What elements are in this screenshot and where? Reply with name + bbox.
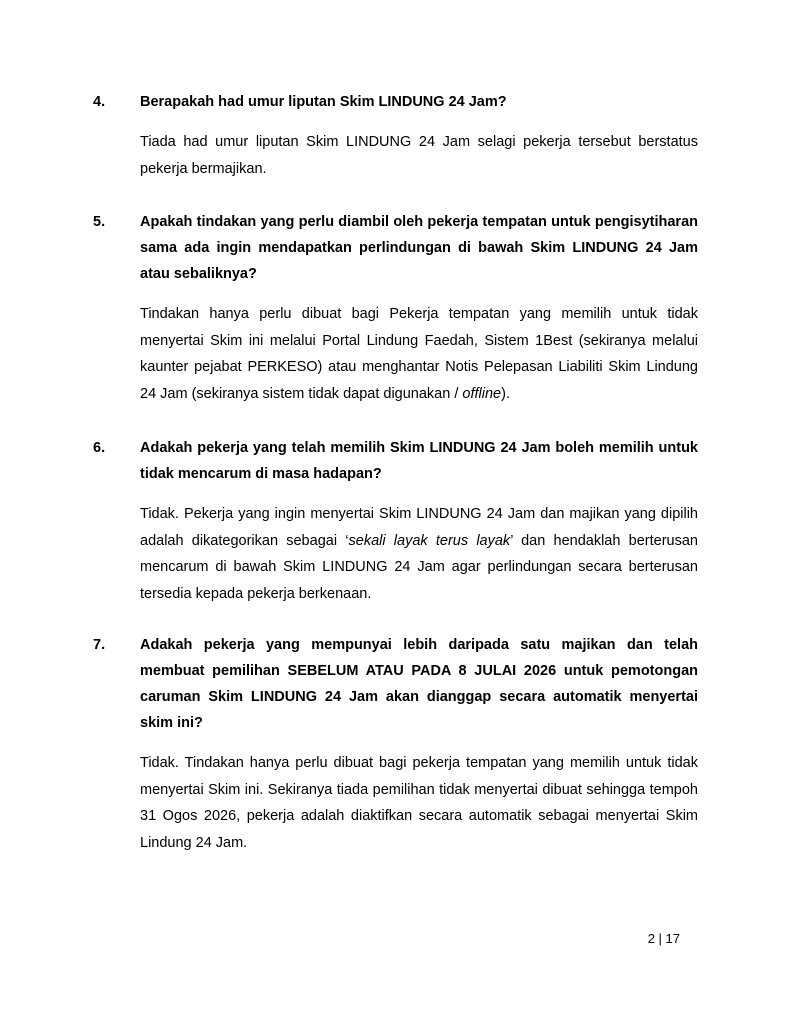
faq-question-row [93, 632, 698, 736]
faq-question: Adakah pekerja yang mempunyai lebih daripada satu majikan dan telah membuat pemilihan SEBELUM ATAU PADA 8 JULAI 2026 untuk pemotongan caruman Skim LINDUNG 24 Jam akan dianggap secara automatik menyertai skim ini? [140, 637, 698, 731]
faq-item-6 [93, 435, 698, 607]
faq-number: 7. [93, 637, 106, 653]
faq-answer-text: Tindakan hanya perlu dibuat bagi Pekerja tempatan yang memilih untuk tidak menyertai Skim ini melalui Portal Lindung Faedah, Sistem 1Best (sekiranya melalui kaunter pejabat PERKESO) atau menghantar Notis Pelepasan Liabiliti Skim Lindung 24 Jam (sekiranya sistem tidak dapat digunakan / [140, 306, 698, 402]
faq-answer-text-end: ). [501, 385, 510, 402]
faq-number: 4. [93, 94, 106, 110]
faq-question-row [93, 435, 698, 487]
faq-answer-italic: sekali layak terus layak [348, 532, 511, 549]
faq-question: Adakah pekerja yang telah memilih Skim LINDUNG 24 Jam boleh memilih untuk tidak mencarum di masa hadapan? [140, 440, 698, 482]
faq-question-row [93, 209, 698, 287]
faq-answer-text: Tidak. Pekerja yang ingin menyertai Skim LINDUNG 24 Jam dan majikan yang dipilih adalah dikategorikan sebagai ‘ [140, 506, 698, 549]
faq-item-5 [93, 209, 698, 407]
faq-answer [140, 501, 698, 607]
faq-question: Apakah tindakan yang perlu diambil oleh pekerja tempatan untuk pengisytiharan sama ada ingin mendapatkan perlindungan di bawah Skim LINDUNG 24 Jam atau sebaliknya? [140, 214, 698, 282]
faq-item-7 [93, 632, 698, 856]
faq-answer: Tiada had umur liputan Skim LINDUNG 24 Jam selagi pekerja tersebut berstatus pekerja bermajikan. [140, 134, 698, 177]
faq-number: 6. [93, 440, 106, 456]
faq-answer-text-end: ’ dan hendaklah berterusan mencarum di bawah Skim LINDUNG 24 Jam agar perlindungan secara berterusan tersedia kepada pekerja berkenaan. [140, 532, 698, 602]
faq-number: 5. [93, 214, 106, 230]
faq-answer [140, 301, 698, 407]
faq-question-row [93, 89, 698, 115]
page-number: 2 | 17 [647, 931, 680, 946]
faq-question: Berapakah had umur liputan Skim LINDUNG 24 Jam? [140, 94, 507, 110]
faq-item-4 [93, 89, 698, 182]
faq-answer: Tidak. Tindakan hanya perlu dibuat bagi pekerja tempatan yang memilih untuk tidak menyertai Skim ini. Sekiranya tiada pemilihan tidak menyertai dibuat sehingga tempoh 31 Ogos 2026, pekerja adalah diaktifkan secara automatik sebagai menyertai Skim Lindung 24 Jam. [140, 755, 698, 851]
faq-answer-italic: offline [462, 385, 502, 402]
